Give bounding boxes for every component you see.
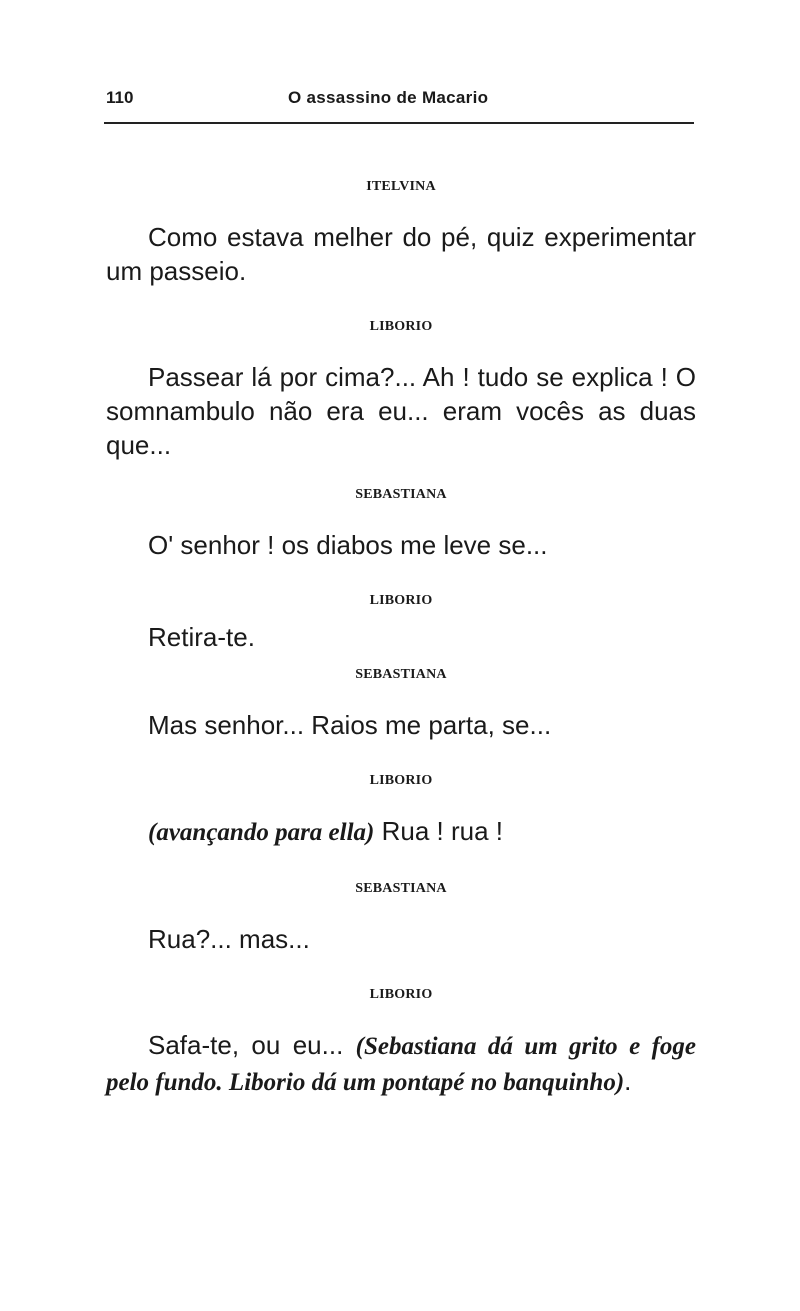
running-title: O assassino de Macario	[288, 88, 489, 107]
speaker-name: SEBASTIANA	[355, 667, 447, 682]
speaker-name: LIBORIO	[369, 319, 433, 334]
speech-text-end: .	[624, 1066, 632, 1096]
speaker-name: LIBORIO	[369, 773, 433, 788]
speech-line: Como estava melher do pé, quiz experimentar um passeio.	[106, 222, 696, 286]
speech-line: O' senhor ! os diabos me leve se...	[148, 530, 548, 560]
speaker-name: SEBASTIANA	[355, 881, 447, 896]
speech-line: Rua?... mas...	[148, 924, 310, 954]
speech-line: Passear lá por cima?... Ah ! tudo se explica ! O somnambulo não era eu... eram vocês as duas que...	[106, 362, 696, 460]
speech-line	[106, 1028, 696, 1100]
speech-text: Safa-te, ou eu...	[148, 1030, 356, 1060]
running-head	[106, 88, 694, 116]
speech-text: Rua ! rua !	[374, 816, 503, 846]
stage-direction: (avançando para ella)	[148, 819, 375, 846]
page-number: 110	[106, 88, 134, 107]
speaker-name: LIBORIO	[369, 987, 433, 1002]
stage-direction: (Sebastiana dá um grito e foge pelo fundo. Liborio dá um pontapé no banquinho)	[106, 1033, 696, 1096]
speech-line: Retira-te.	[148, 622, 255, 652]
play-text	[106, 178, 696, 1100]
speech-line: Mas senhor... Raios me parta, se...	[148, 710, 552, 740]
header-rule	[104, 122, 694, 124]
speaker-name: ITELVINA	[366, 179, 436, 194]
speaker-name: LIBORIO	[369, 593, 433, 608]
speaker-name: SEBASTIANA	[355, 487, 447, 502]
speech-line	[106, 814, 696, 850]
